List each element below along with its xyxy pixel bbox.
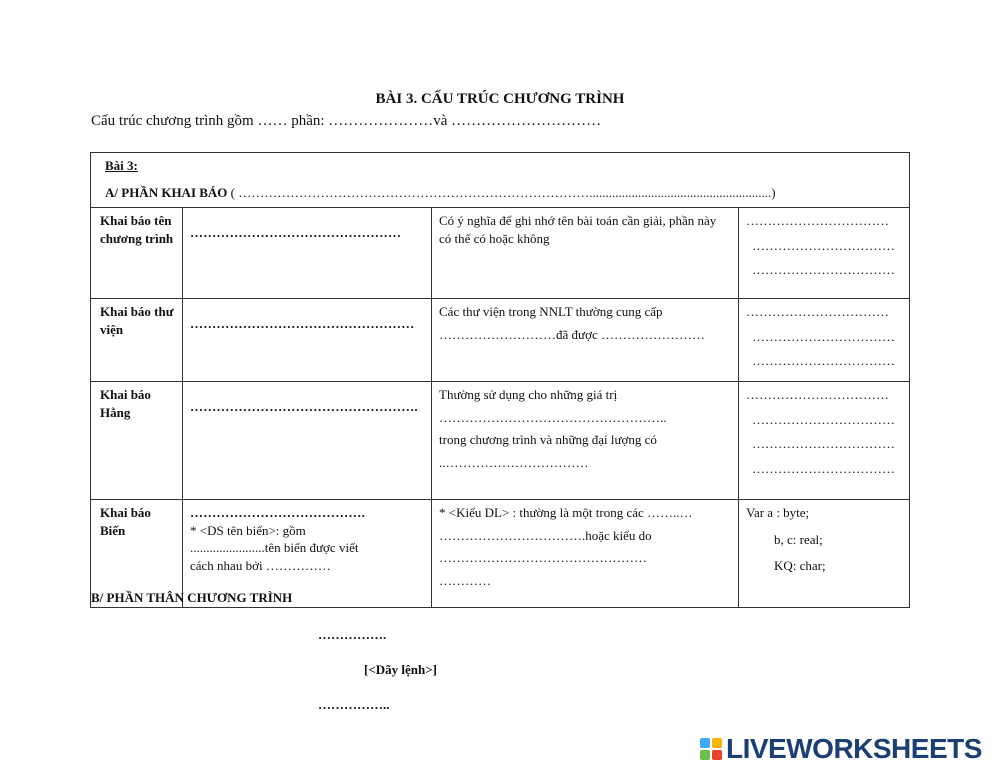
description-text: Thường sử dụng cho những giá trị: [439, 387, 618, 403]
description-blank[interactable]: ..……………………………: [439, 454, 589, 470]
answer-blank[interactable]: ………………………………….: [190, 505, 366, 521]
var-line: b, c: real;: [774, 531, 823, 547]
example-cell: [739, 382, 910, 500]
example-blank[interactable]: ……………………………: [752, 411, 895, 427]
description-blank[interactable]: …………………………………………: [439, 550, 647, 566]
description-cell: [432, 500, 739, 608]
declaration-table: [90, 152, 910, 608]
table-row: [91, 299, 910, 382]
table-row: [91, 382, 910, 500]
logo-text: LIVEWORKSHEETS: [726, 733, 982, 764]
description-text: Các thư viện trong NNLT thường cung cấp: [439, 304, 663, 320]
intro-text: Cấu trúc chương trình gồm …… phần: …………………và …………………………: [91, 113, 602, 129]
answer-cell: [183, 382, 432, 500]
example-cell: [739, 299, 910, 382]
description-blank[interactable]: …………: [439, 572, 491, 588]
description-cell: [432, 299, 739, 382]
example-blank[interactable]: ……………………………: [752, 353, 895, 369]
answer-blank[interactable]: …………………………………………….: [190, 399, 418, 415]
example-cell: [739, 500, 910, 608]
description-cell: [432, 382, 739, 500]
example-blank[interactable]: ……………………………: [746, 387, 889, 403]
example-blank[interactable]: ……………………………: [752, 262, 895, 278]
answer-text: * <DS tên biến>: gồm: [190, 522, 306, 538]
example-blank[interactable]: ……………………………: [752, 328, 895, 344]
statement-list-label: [<Dãy lệnh>]: [364, 662, 437, 677]
row-label-text: Khai báo Hằng: [100, 387, 151, 420]
page-title: BÀI 3. CẤU TRÚC CHƯƠNG TRÌNH: [375, 91, 625, 107]
lesson-label: Bài 3:: [105, 158, 138, 173]
logo-square-icon: [712, 750, 722, 760]
logo-square-icon: [700, 750, 710, 760]
section-a-heading: [105, 184, 895, 202]
example-blank[interactable]: ……………………………: [752, 237, 895, 253]
row-label: [91, 382, 183, 500]
section-a-label: A/ PHẦN KHAI BÁO: [105, 184, 228, 200]
liveworksheets-logo: [700, 732, 982, 766]
description-blank[interactable]: ……………………………………………..: [439, 409, 667, 425]
description-blank[interactable]: ………………………đã được ……………………: [439, 326, 705, 342]
section-a-blank: ( ………………………………………………………………………........................................................): [230, 184, 776, 200]
body-end-blank[interactable]: ……………..: [318, 697, 390, 712]
example-blank[interactable]: ……………………………: [746, 213, 889, 229]
description-cell: [432, 208, 739, 299]
description-text: trong chương trình và những đại lượng có: [439, 432, 657, 448]
var-line: KQ: char;: [774, 558, 826, 574]
description-blank[interactable]: …………………………….hoặc kiểu do: [439, 527, 652, 543]
example-cell: [739, 208, 910, 299]
row-label: Khai báo tên chương trình: [91, 208, 183, 299]
table-row: [91, 208, 910, 299]
answer-blank[interactable]: …………………………………………: [190, 225, 402, 241]
example-blank[interactable]: ……………………………: [752, 460, 895, 476]
description-text: * <Kiểu DL> : thường là một trong các ……..…: [439, 505, 693, 521]
answer-blank[interactable]: cách nhau bởi ……………: [190, 557, 331, 573]
description-text: Có ý nghĩa để ghi nhớ tên bài toán cần giải, phần này có thể có hoặc không: [439, 213, 717, 246]
answer-cell: [183, 299, 432, 382]
table-header-cell: [91, 153, 910, 208]
answer-blank[interactable]: ……………………………………………: [190, 316, 415, 332]
example-blank[interactable]: ……………………………: [746, 304, 889, 320]
answer-blank[interactable]: .......................tên biến được viết: [190, 540, 359, 556]
logo-square-icon: [712, 738, 722, 748]
var-line: Var a : byte;: [746, 505, 810, 521]
row-label: Khai báo thư viện: [91, 299, 183, 382]
row-label: Khai báo Biến: [91, 500, 183, 608]
answer-cell: [183, 208, 432, 299]
example-blank[interactable]: ……………………………: [752, 436, 895, 452]
logo-square-icon: [700, 738, 710, 748]
body-begin-blank[interactable]: …………….: [318, 627, 387, 642]
logo-badge-icon: [700, 738, 722, 760]
section-b-heading: B/ PHẦN THÂN CHƯƠNG TRÌNH: [91, 590, 293, 605]
